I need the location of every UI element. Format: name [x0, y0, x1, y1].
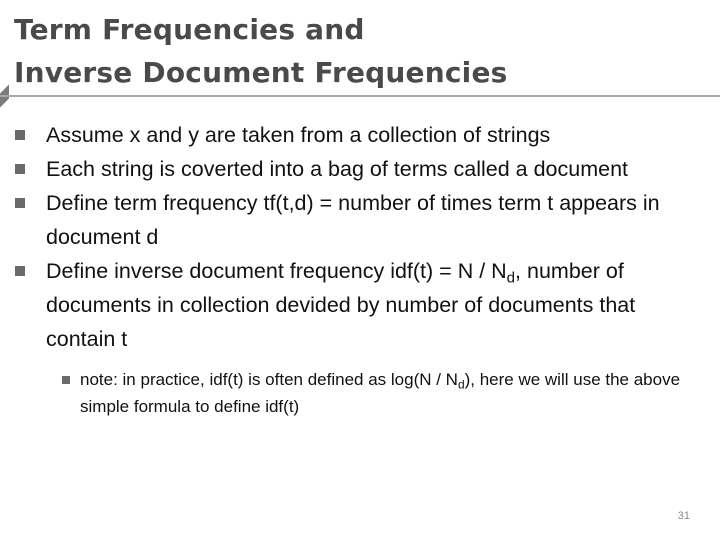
bullet-item	[0, 118, 720, 152]
title-divider	[0, 95, 720, 97]
bullet-list	[0, 118, 720, 420]
bullet-text: Each string is coverted into a bag of terms called a document	[46, 157, 629, 181]
title-line-2: Inverse Document Frequencies	[14, 56, 508, 89]
square-bullet-icon	[62, 376, 70, 384]
bullet-text: Define term frequency tf(t,d) = number of times term t appears in document d	[46, 191, 660, 249]
bullet-text-pre: Define inverse document frequency idf(t) = N / N	[46, 259, 507, 283]
bullet-item	[0, 186, 720, 254]
sub-bullet-item	[0, 366, 720, 420]
bullet-item	[0, 152, 720, 186]
title-line-1: Term Frequencies and	[14, 13, 365, 46]
bullet-item	[0, 254, 720, 356]
sub-bullet-text-post: ), here we will use the above simple formula to define idf(t)	[80, 370, 681, 416]
subscript-d: d	[506, 269, 516, 287]
square-bullet-icon	[15, 266, 25, 276]
slide-title	[14, 8, 508, 94]
square-bullet-icon	[15, 130, 25, 140]
bullet-text-post: , number of documents in collection devided by number of documents that contain t	[46, 259, 636, 351]
bullet-text: Assume x and y are taken from a collection of strings	[46, 123, 551, 147]
subscript-d: d	[457, 377, 465, 392]
square-bullet-icon	[15, 198, 25, 208]
page-number: 31	[677, 510, 690, 522]
square-bullet-icon	[15, 164, 25, 174]
sub-bullet-text-pre: note: in practice, idf(t) is often defined as log(N / N	[80, 370, 458, 389]
